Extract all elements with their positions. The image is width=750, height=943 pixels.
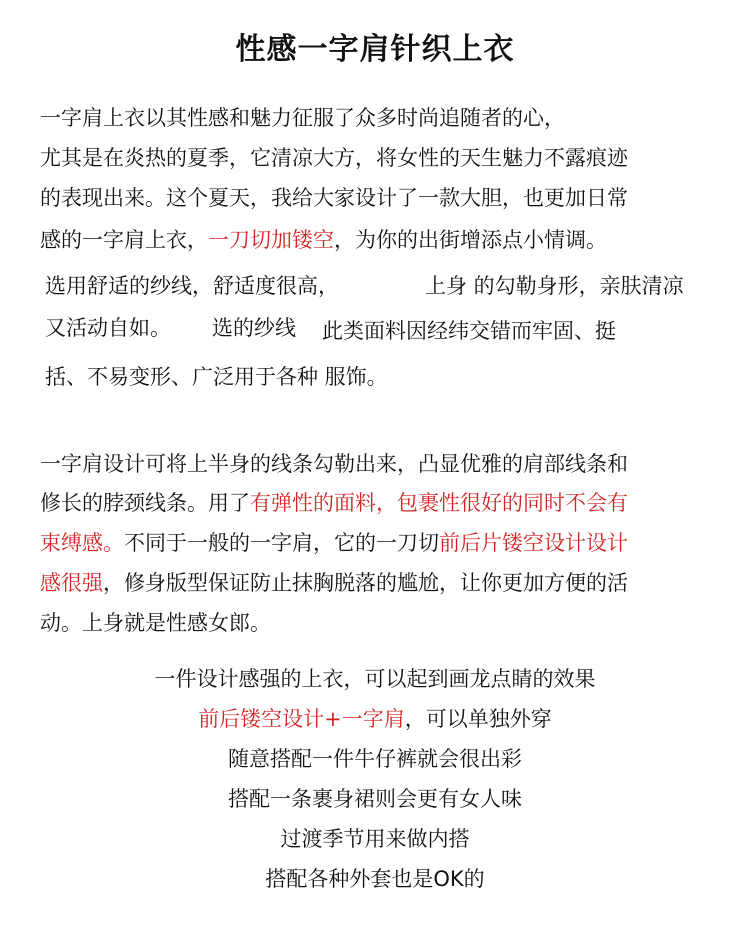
- p1-line-2: 尤其是在炎热的夏季，它清凉大方，将女性的天生魅力不露痕迹: [40, 146, 628, 170]
- p4-line-2: [0, 706, 750, 732]
- p3-highlight-1: 有弹性的面料，包裹性很好的同时不会有: [250, 491, 628, 515]
- p3-line-2-text-a: 修长的脖颈线条。用了: [40, 491, 250, 515]
- p1-line-1: 一字肩上衣以其性感和魅力征服了众多时尚追随者的心，: [40, 106, 565, 130]
- p4-line-2-text-b: ，可以单独外穿: [404, 707, 552, 731]
- p4-line-1: 一件设计感强的上衣，可以起到画龙点睛的效果: [154, 667, 596, 691]
- p3-line-1: 一字肩设计可将上半身的线条勾勒出来，凸显优雅的肩部线条和: [40, 452, 628, 476]
- p3-line-3: [40, 530, 628, 556]
- p1-line-4: [40, 227, 607, 253]
- p3-line-3-text-b: 不同于一般的一字肩，它的一刀切: [124, 531, 439, 555]
- p2-line-2a: 又活动自如。: [45, 316, 171, 340]
- p3-line-2: [40, 490, 628, 516]
- p2-line-3: 括、不易变形、广泛用于各种 服饰。: [45, 365, 388, 389]
- p2-line-2c: 此类面料因经纬交错而牢固、挺: [322, 319, 616, 343]
- p2-line-1b: 上身 的勾勒身形，亲肤清凉: [425, 274, 684, 298]
- p1-highlight: 一刀切加镂空: [208, 228, 334, 252]
- p4-line-4: 搭配一条裹身裙则会更有女人味: [228, 787, 522, 811]
- p3-line-4: [40, 570, 628, 596]
- p1-line-3: 的表现出来。这个夏天，我给大家设计了一款大胆，也更加日常: [40, 186, 628, 210]
- p3-highlight-2: 束缚感。: [40, 531, 124, 555]
- p4-highlight: 前后镂空设计+一字肩: [198, 707, 405, 731]
- page-title: 性感一字肩针织上衣: [235, 32, 515, 67]
- p1-line-4-text-c: ，为你的出街增添点小情调。: [334, 228, 607, 252]
- p1-line-4-text-a: 感的一字肩上衣，: [40, 228, 208, 252]
- p4-line-6: 搭配各种外套也是OK的: [265, 867, 485, 891]
- p2-line-2b: 选的纱线: [212, 316, 296, 340]
- p3-highlight-4: 感很强: [40, 571, 103, 595]
- p3-line-4-text-b: ，修身版型保证防止抹胸脱落的尴尬，让你更加方便的活: [103, 571, 628, 595]
- p4-line-5: 过渡季节用来做内搭: [280, 827, 470, 851]
- p3-line-5: 动。上身就是性感女郎。: [40, 611, 271, 635]
- p3-highlight-3: 前后片镂空设计设计: [439, 531, 628, 555]
- p2-line-1a: 选用舒适的纱线，舒适度很高，: [45, 274, 339, 298]
- p4-line-3: 随意搭配一件牛仔裤就会很出彩: [228, 747, 522, 771]
